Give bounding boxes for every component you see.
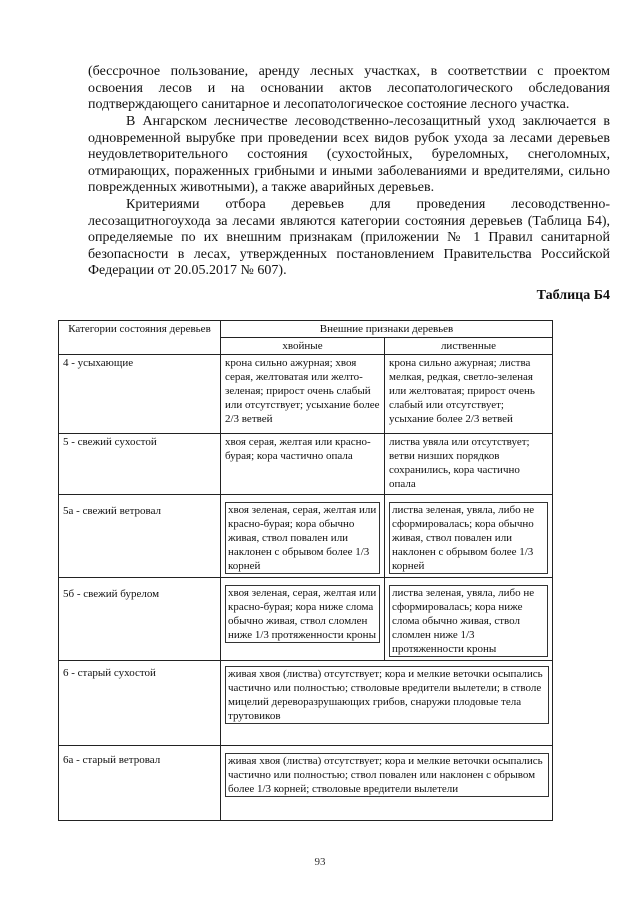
- paragraph-criteria: Критериями отбора деревьев для проведения лесоводственно-лесозащитногоухода за лесами являются категории состояния деревьев (Таблица Б4), определяемые по их внешним признакам (приложении № 1 Правил санитарной безопасности в лесах, утвержденных постановлением Правительства Российской Федерации от 20.05.2017 № 607).: [88, 197, 610, 278]
- deciduous-cell: крона сильно ажурная; листва мелкая, редкая, светло-зеленая или желтоватая; прирост очень слабый или отсутствует; усыхание более 2/3 ветвей: [385, 355, 553, 434]
- table-row: [59, 578, 553, 661]
- table-row: [59, 746, 553, 821]
- category-cell: [59, 495, 221, 578]
- header-signs: Внешние признаки деревьев: [221, 321, 553, 338]
- table-row: [59, 495, 553, 578]
- category-cell: [59, 661, 221, 746]
- table-row: [59, 434, 553, 495]
- merged-signs-cell: [221, 661, 553, 746]
- category-label: 6 - старый сухостой: [63, 667, 156, 679]
- header-category: Категории состояния деревьев: [59, 321, 221, 355]
- merged-signs-text: живая хвоя (листва) отсутствует; кора и мелкие веточки осыпались частично или полностью; стволовые вредители вылетели; в стволе мицелий дереворазрушающих грибов, снаружи плодовые тела трутовиков: [225, 666, 549, 724]
- table-label: Таблица Б4: [536, 288, 610, 303]
- paragraph-continuation: (бессрочное пользование, аренду лесных участках, в соответствии с проектом освоения лесов и на основании актов лесопатологического обследования подтверждающего санитарное и лесопатологическое состояние лесного участка.: [88, 64, 610, 112]
- deciduous-text: листва зеленая, увяла, либо не сформировалась; кора обычно живая, ствол повален или наклонен с обрывом более 1/3 корней: [389, 502, 548, 574]
- conifer-text: хвоя зеленая, серая, желтая или красно-бурая; кора ниже слома обычно живая, ствол сломлен ниже 1/3 протяженности кроны: [225, 585, 380, 643]
- paragraph-angarsk: В Ангарском лесничестве лесоводственно-лесозащитный уход заключается в одновременной вырубке при проведении всех видов рубок ухода за лесами деревьев неудовлетворительного состояния (сухостойных, буреломных, снеголомных, отмирающих, пораженных грибными и иными заболеваниями и вредителями, сильно поврежденных животными), а также аварийных деревьев.: [88, 114, 610, 195]
- conifer-cell: [221, 495, 385, 578]
- conifer-cell: крона сильно ажурная; хвоя серая, желтоватая или желто-зеленая; прирост очень слабый или отсутствует; усыхание более 2/3 ветвей: [221, 355, 385, 434]
- table-header-row: [59, 321, 553, 338]
- deciduous-cell: [385, 495, 553, 578]
- merged-signs-text: живая хвоя (листва) отсутствует; кора и мелкие веточки осыпались частично или полностью; ствол повален или наклонен с обрывом более 1/3 корней; стволовые вредители вылетели: [225, 753, 549, 797]
- category-cell: 5 - свежий сухостой: [59, 434, 221, 495]
- category-label: 6а - старый ветровал: [63, 754, 161, 766]
- category-label: 5б - свежий бурелом: [63, 588, 160, 600]
- deciduous-text: листва зеленая, увяла, либо не сформировалась; кора ниже слома обычно живая, ствол сломлен ниже 1/3 протяженности кроны: [389, 585, 548, 657]
- page-number: 93: [314, 856, 326, 868]
- category-cell: [59, 746, 221, 821]
- deciduous-cell: [385, 578, 553, 661]
- header-conifer: хвойные: [221, 338, 385, 355]
- table-row: [59, 661, 553, 746]
- conifer-cell: хвоя серая, желтая или красно-бурая; кора частично опала: [221, 434, 385, 495]
- table-row: [59, 355, 553, 434]
- conifer-cell: [221, 578, 385, 661]
- tree-condition-table: [58, 320, 553, 821]
- header-deciduous: лиственные: [385, 338, 553, 355]
- deciduous-cell: листва увяла или отсутствует; ветви низших порядков сохранились, кора частично опала: [385, 434, 553, 495]
- category-label: 5а - свежий ветровал: [63, 505, 162, 517]
- conifer-text: хвоя зеленая, серая, желтая или красно-бурая; кора обычно живая, ствол повален или наклонен с обрывом более 1/3 корней: [225, 502, 380, 574]
- category-cell: 4 - усыхающие: [59, 355, 221, 434]
- category-cell: [59, 578, 221, 661]
- merged-signs-cell: [221, 746, 553, 821]
